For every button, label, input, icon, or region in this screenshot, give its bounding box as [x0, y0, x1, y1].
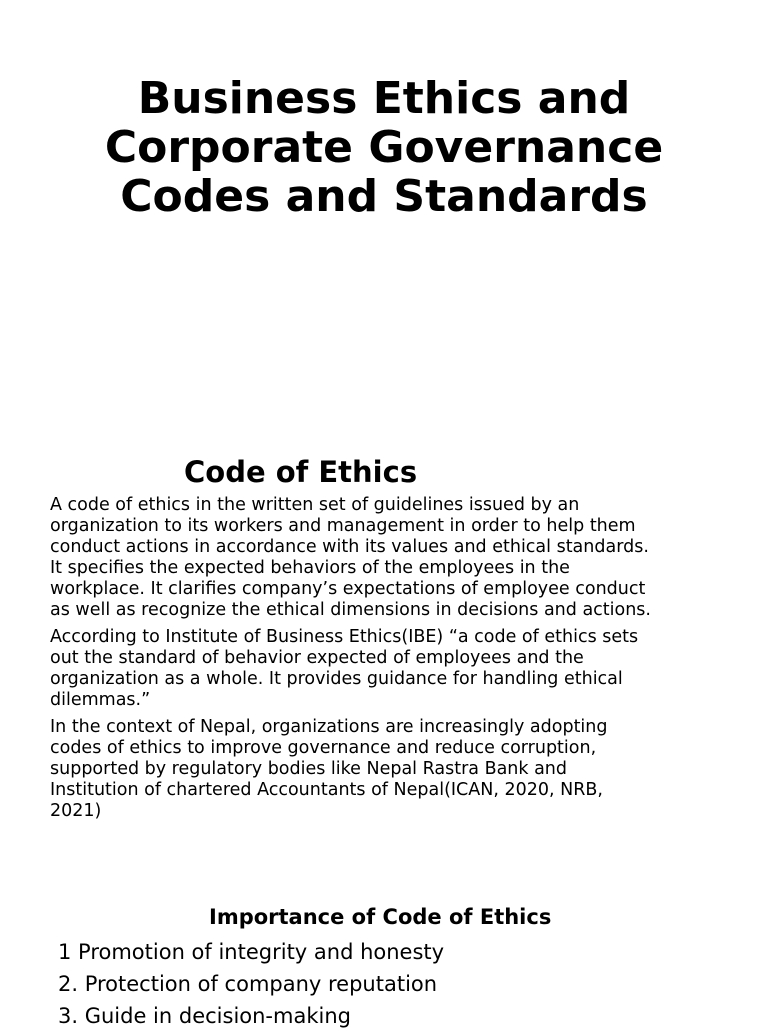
list-item: 1 Promotion of integrity and honesty [58, 940, 445, 964]
list-item: 3. Guide in decision-making [58, 1004, 351, 1028]
paragraph-line: In the context of Nepal, organizations are increasingly adopting [50, 717, 608, 737]
paragraph-line: organization to its workers and management in order to help them [50, 516, 636, 536]
paragraph-line: codes of ethics to improve governance and reduce corruption, [50, 738, 597, 758]
paragraph-line: It specifies the expected behaviors of the employees in the [50, 558, 570, 578]
definition-paragraph [50, 495, 740, 621]
importance-heading: Importance of Code of Ethics [209, 905, 552, 929]
paragraph-line: out the standard of behavior expected of employees and the [50, 648, 584, 668]
importance-list [58, 936, 444, 1032]
ibe-quote-paragraph [50, 627, 740, 711]
code-of-ethics-body [50, 495, 740, 828]
paragraph-line: dilemmas.” [50, 690, 151, 710]
paragraph-line: organization as a whole. It provides guidance for handling ethical [50, 669, 623, 689]
title-line: Corporate Governance [104, 122, 664, 173]
paragraph-line: workplace. It clarifies company’s expectations of employee conduct [50, 579, 646, 599]
paragraph-line: 2021) [50, 801, 102, 821]
title-line: Business Ethics and [137, 73, 631, 124]
paragraph-line: A code of ethics in the written set of guidelines issued by an [50, 495, 580, 515]
paragraph-line: Institution of chartered Accountants of Nepal(ICAN, 2020, NRB, [50, 780, 603, 800]
paragraph-line: supported by regulatory bodies like Nepal Rastra Bank and [50, 759, 568, 779]
document-title [0, 74, 768, 221]
paragraph-line: conduct actions in accordance with its values and ethical standards. [50, 537, 649, 557]
paragraph-line: as well as recognize the ethical dimensions in decisions and actions. [50, 600, 651, 620]
nepal-context-paragraph [50, 717, 740, 822]
code-of-ethics-heading: Code of Ethics [184, 455, 418, 489]
list-item: 2. Protection of company reputation [58, 972, 438, 996]
paragraph-line: According to Institute of Business Ethics(IBE) “a code of ethics sets [50, 627, 639, 647]
title-line: Codes and Standards [120, 171, 648, 222]
